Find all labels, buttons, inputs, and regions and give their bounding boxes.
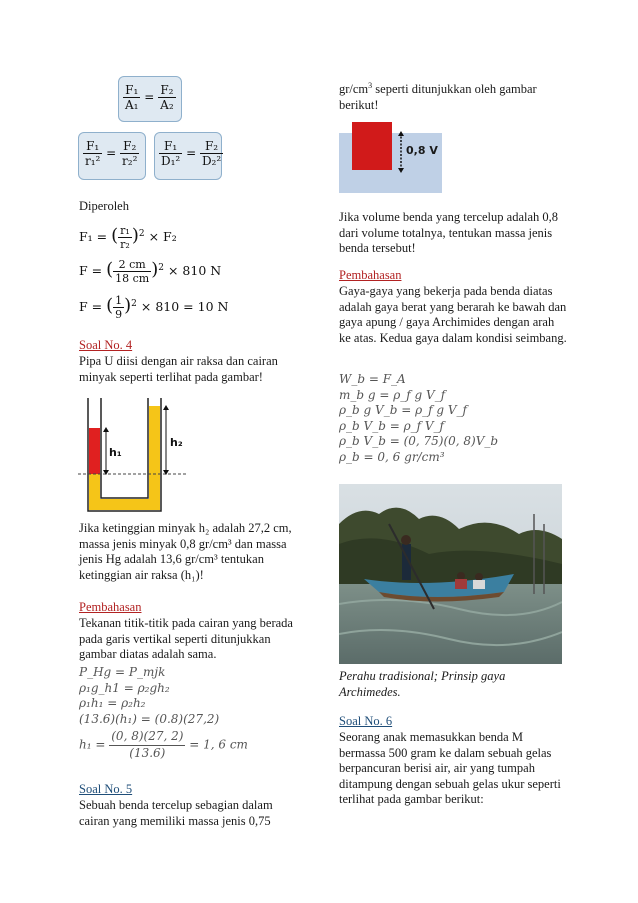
calc-den: r₂: [120, 238, 130, 251]
soal-5-text: Sebuah benda tercelup sebagian dalam cairan yang memiliki massa jenis 0,75: [79, 798, 273, 828]
formula-area-ratio: $\frac{\text{F₁}}{\text{A₁}}$ = $\frac{\text{F₂}}{\text{A₂}}$: [118, 76, 182, 122]
soal-4-text: Pipa U diisi dengan air raksa dan cairan minyak seperti terlihat pada gambar!: [79, 354, 278, 384]
u-tube-diagram: [78, 398, 190, 512]
calc-exp: 2: [158, 262, 164, 273]
formula-num: F₁: [83, 139, 102, 154]
pembahasan-5-heading: Pembahasan: [339, 268, 402, 282]
formula-den: D₂²: [201, 154, 222, 168]
formula-den: D₁²: [161, 154, 181, 168]
oil-column: [89, 428, 100, 474]
submerged-volume-label: 0,8 V: [406, 144, 438, 157]
calc-rhs: × F₂: [148, 229, 177, 244]
photo-caption: Perahu tradisional; Prinsip gaya Archimedes.: [339, 669, 506, 699]
soal-5-continued: $gr/cm^3$ seperti ditunjukkan oleh gambar berikut!: [339, 81, 537, 112]
math-line: (13.6)(h₁) = (0.8)(27,2): [79, 711, 220, 726]
formula-num: F₁: [123, 83, 140, 98]
math-line: ρ_b = 0, 6 gr/cm³: [339, 449, 445, 464]
boat-photo: [339, 484, 562, 664]
formula-den: r₁²: [85, 154, 101, 168]
formula-figure: [78, 76, 220, 184]
calc-num: r₁: [120, 224, 130, 237]
mercury-right: [149, 406, 160, 510]
math-line: ρ₁h₁ = ρ₂h₂: [79, 696, 146, 710]
h2-label: h₂: [170, 436, 183, 449]
force-calculation: F₁ = ( $\frac{\text{r₁}}{\text{r₂}}$ )$^2$ × F₂ F = ( $\frac{2 cm}{18 cm}$ )$^2$ × 810 N F = ( $\frac{1}{9}$ )$^2$ × 810 = 10 N: [79, 224, 229, 321]
math-line: P_Hg = P_mjk: [79, 665, 166, 679]
formula-den: A₁: [125, 98, 139, 112]
soal-5-heading: Soal No. 5: [79, 782, 133, 796]
math-line: ρ_b g V_b = ρ_f g V_f: [339, 403, 467, 417]
h1-label: h₁: [109, 446, 122, 459]
block: [352, 122, 392, 170]
calc-lhs: F =: [79, 263, 103, 278]
math-line: ρ₁g_h1 = ρ₂gh₂: [79, 680, 170, 695]
formula-radius-ratio: $\frac{\text{F₁}}{\text{r₁²}}$ = $\frac{\text{F₂}}{\text{r₂²}}$: [78, 132, 146, 180]
math-final-num: (0, 8)(27, 2): [109, 729, 185, 746]
pembahasan-4-text: Tekanan titik-titik pada cairan yang berada pada garis vertikal seperti ditunjukkan gambar diatas adalah sama.: [79, 616, 293, 661]
pembahasan-5-text: Gaya-gaya yang bekerja pada benda diatas adalah gaya berat yang berarah ke bawah dan gaya apung / gaya Archimides dengan arah ke atas. Kedua gaya dalam kondisi seimbang.: [339, 284, 567, 345]
formula-num: F₁: [159, 139, 182, 154]
math-line: ρ_b V_b = ρ_f V_f: [339, 418, 444, 433]
formula-num: F₂: [200, 139, 223, 154]
formula-num: F₂: [120, 139, 139, 154]
calc-den: 9: [115, 308, 123, 321]
math-final-rhs: = 1, 6 cm: [189, 737, 248, 752]
pembahasan-4-heading: Pembahasan: [79, 600, 142, 614]
calc-den: 18 cm: [115, 272, 150, 285]
math-final-den: (13.6): [129, 745, 166, 760]
calc-rhs: × 810 N: [167, 263, 222, 278]
formula-den: r₂²: [122, 154, 138, 168]
calc-rhs: × 810 = 10 N: [140, 299, 229, 314]
formula-den: A₂: [160, 98, 174, 112]
math-line: W_b = F_A: [339, 372, 406, 386]
calc-num: 2 cm: [113, 258, 151, 272]
formula-num: F₂: [158, 83, 175, 98]
soal-4-question: Jika ketinggian minyak h₂ adalah 27,2 cm, massa jenis minyak 0,8 gr/cm³ dan massa jenis Hg adalah 13,6 gr/cm³ tentukan ketinggian air raksa (h₁)!: [79, 521, 292, 582]
calc-lhs: F₁ =: [79, 229, 108, 244]
formula-diameter-ratio: $\frac{\text{F₁}}{\text{D₁²}}$ = $\frac{\text{F₂}}{\text{D₂²}}$: [154, 132, 222, 180]
soal-5-math: [339, 372, 567, 465]
soal-4-math: [79, 665, 311, 761]
soal-4-heading: Soal No. 4: [79, 338, 133, 352]
calc-lhs: F =: [79, 299, 103, 314]
math-final-lhs: h₁ =: [79, 737, 106, 752]
math-line: ρ_b V_b = (0, 75)(0, 8)V_b: [339, 434, 499, 448]
math-line: m_b g = ρ_f g V_f: [339, 387, 446, 402]
calc-num: 1: [115, 294, 123, 307]
floating-block-figure: [339, 122, 442, 193]
soal-6-heading: Soal No. 6: [339, 714, 393, 728]
soal-6-text: Seorang anak memasukkan benda M bermassa 500 gram ke dalam sebuah gelas berpancuran berisi air, air yang tumpah ditampung dengan sebuah gelas ukur seperti terlihat pada gambar berikut:: [339, 730, 561, 806]
calc-exp: 2: [138, 228, 145, 239]
soal-5-question: Jika volume benda yang tercelup adalah 0,8 dari volume totalnya, tentukan massa jenis benda tersebut!: [339, 210, 559, 255]
diperoleh-text: Diperoleh: [79, 199, 129, 213]
calc-exp: 2: [131, 298, 137, 309]
